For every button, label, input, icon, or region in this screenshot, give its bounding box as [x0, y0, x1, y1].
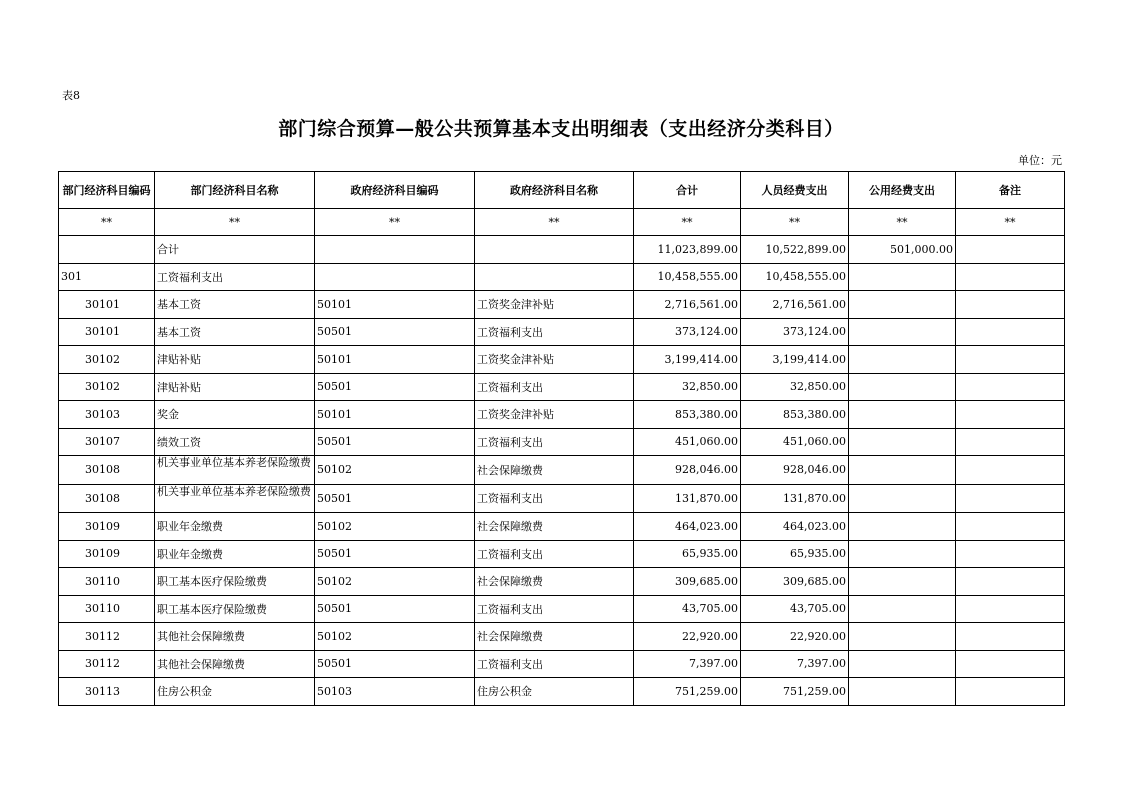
gov-code-cell: 50101 — [315, 291, 475, 319]
gov-code-cell: 50102 — [315, 513, 475, 541]
public-cell — [849, 318, 956, 346]
gov-code-cell: 50102 — [315, 623, 475, 651]
note-cell — [956, 513, 1065, 541]
dept-code-cell: 30110 — [59, 595, 155, 623]
public-cell — [849, 513, 956, 541]
dept-name-cell: 职工基本医疗保险缴费 — [155, 568, 315, 596]
personnel-cell: 928,046.00 — [741, 456, 849, 485]
col-header-total: 合计 — [634, 172, 741, 209]
gov-name-cell: 工资奖金津补贴 — [475, 401, 634, 429]
header-row — [59, 172, 1065, 209]
dept-code-cell: 30102 — [59, 373, 155, 401]
table-row — [59, 540, 1065, 568]
total-cell: 65,935.00 — [634, 540, 741, 568]
gov-code-cell — [315, 236, 475, 264]
dept-name-cell: 工资福利支出 — [155, 263, 315, 291]
note-cell — [956, 291, 1065, 319]
personnel-cell: 751,259.00 — [741, 678, 849, 706]
dept-name-cell: 奖金 — [155, 401, 315, 429]
marker-cell: ** — [741, 209, 849, 236]
public-cell — [849, 291, 956, 319]
gov-name-cell: 住房公积金 — [475, 678, 634, 706]
marker-cell: ** — [956, 209, 1065, 236]
note-cell — [956, 540, 1065, 568]
table-row — [59, 318, 1065, 346]
gov-code-cell: 50501 — [315, 595, 475, 623]
public-cell — [849, 540, 956, 568]
gov-code-cell: 50501 — [315, 484, 475, 513]
dept-code-cell: 30101 — [59, 318, 155, 346]
total-cell: 43,705.00 — [634, 595, 741, 623]
dept-code-cell: 30113 — [59, 678, 155, 706]
dept-name-cell: 绩效工资 — [155, 428, 315, 456]
total-cell: 309,685.00 — [634, 568, 741, 596]
public-cell — [849, 623, 956, 651]
page-title: 部门综合预算—般公共预算基本支出明细表（支出经济分类科目） — [278, 118, 844, 140]
personnel-cell: 451,060.00 — [741, 428, 849, 456]
dept-name-cell: 住房公积金 — [155, 678, 315, 706]
note-cell — [956, 456, 1065, 485]
personnel-cell: 43,705.00 — [741, 595, 849, 623]
table-row — [59, 456, 1065, 485]
public-cell — [849, 401, 956, 429]
dept-name-cell: 津贴补贴 — [155, 373, 315, 401]
public-cell — [849, 263, 956, 291]
gov-name-cell: 社会保障缴费 — [475, 456, 634, 485]
dept-name-cell: 职工基本医疗保险缴费 — [155, 595, 315, 623]
total-cell: 131,870.00 — [634, 484, 741, 513]
personnel-cell: 2,716,561.00 — [741, 291, 849, 319]
table-row — [59, 513, 1065, 541]
note-cell — [956, 568, 1065, 596]
public-cell — [849, 650, 956, 678]
table-row — [59, 650, 1065, 678]
public-cell: 501,000.00 — [849, 236, 956, 264]
total-cell: 928,046.00 — [634, 456, 741, 485]
total-cell: 451,060.00 — [634, 428, 741, 456]
col-header-dept-name: 部门经济科目名称 — [155, 172, 315, 209]
public-cell — [849, 346, 956, 374]
table-row — [59, 401, 1065, 429]
total-cell: 751,259.00 — [634, 678, 741, 706]
total-cell: 3,199,414.00 — [634, 346, 741, 374]
table-row — [59, 484, 1065, 513]
note-cell — [956, 595, 1065, 623]
total-cell: 7,397.00 — [634, 650, 741, 678]
dept-code-cell — [59, 236, 155, 264]
total-cell: 464,023.00 — [634, 513, 741, 541]
dept-code-cell: 30108 — [59, 484, 155, 513]
gov-name-cell — [475, 236, 634, 264]
note-cell — [956, 401, 1065, 429]
gov-code-cell: 50501 — [315, 650, 475, 678]
gov-name-cell: 工资福利支出 — [475, 428, 634, 456]
public-cell — [849, 678, 956, 706]
table-number: 表8 — [62, 89, 80, 102]
gov-name-cell: 工资福利支出 — [475, 595, 634, 623]
dept-name-cell: 其他社会保障缴费 — [155, 623, 315, 651]
personnel-cell: 3,199,414.00 — [741, 346, 849, 374]
table-row — [59, 568, 1065, 596]
gov-code-cell: 50101 — [315, 346, 475, 374]
dept-code-cell: 30108 — [59, 456, 155, 485]
col-header-gov-name: 政府经济科目名称 — [475, 172, 634, 209]
dept-code-cell: 30109 — [59, 513, 155, 541]
gov-name-cell: 社会保障缴费 — [475, 513, 634, 541]
expenditure-table — [58, 171, 1065, 706]
note-cell — [956, 650, 1065, 678]
gov-name-cell: 工资奖金津补贴 — [475, 291, 634, 319]
public-cell — [849, 595, 956, 623]
total-cell: 853,380.00 — [634, 401, 741, 429]
dept-code-cell: 30102 — [59, 346, 155, 374]
dept-code-cell: 30101 — [59, 291, 155, 319]
dept-name-cell: 合计 — [155, 236, 315, 264]
table-row — [59, 428, 1065, 456]
dept-code-cell: 30112 — [59, 623, 155, 651]
marker-cell: ** — [155, 209, 315, 236]
dept-name-cell: 机关事业单位基本养老保险缴费 — [155, 484, 315, 513]
personnel-cell: 853,380.00 — [741, 401, 849, 429]
gov-name-cell — [475, 263, 634, 291]
gov-name-cell: 工资福利支出 — [475, 373, 634, 401]
dept-code-cell: 30109 — [59, 540, 155, 568]
dept-name-cell: 职业年金缴费 — [155, 540, 315, 568]
marker-row — [59, 209, 1065, 236]
gov-name-cell: 工资福利支出 — [475, 318, 634, 346]
dept-name-cell: 机关事业单位基本养老保险缴费 — [155, 456, 315, 485]
dept-name-cell: 职业年金缴费 — [155, 513, 315, 541]
col-header-public: 公用经费支出 — [849, 172, 956, 209]
note-cell — [956, 678, 1065, 706]
personnel-cell: 373,124.00 — [741, 318, 849, 346]
dept-code-cell: 30110 — [59, 568, 155, 596]
gov-code-cell: 50102 — [315, 568, 475, 596]
col-header-personnel: 人员经费支出 — [741, 172, 849, 209]
gov-code-cell — [315, 263, 475, 291]
personnel-cell: 464,023.00 — [741, 513, 849, 541]
note-cell — [956, 373, 1065, 401]
gov-name-cell: 工资奖金津补贴 — [475, 346, 634, 374]
marker-cell: ** — [634, 209, 741, 236]
dept-name-cell: 其他社会保障缴费 — [155, 650, 315, 678]
table-row — [59, 623, 1065, 651]
gov-code-cell: 50102 — [315, 456, 475, 485]
gov-name-cell: 工资福利支出 — [475, 650, 634, 678]
note-cell — [956, 263, 1065, 291]
col-header-note: 备注 — [956, 172, 1065, 209]
note-cell — [956, 623, 1065, 651]
public-cell — [849, 484, 956, 513]
marker-cell: ** — [475, 209, 634, 236]
total-cell: 10,458,555.00 — [634, 263, 741, 291]
dept-code-cell: 30103 — [59, 401, 155, 429]
note-cell — [956, 236, 1065, 264]
personnel-cell: 131,870.00 — [741, 484, 849, 513]
note-cell — [956, 346, 1065, 374]
gov-code-cell: 50501 — [315, 373, 475, 401]
col-header-dept-code: 部门经济科目编码 — [59, 172, 155, 209]
table-row — [59, 678, 1065, 706]
gov-name-cell: 工资福利支出 — [475, 484, 634, 513]
gov-name-cell: 社会保障缴费 — [475, 623, 634, 651]
total-cell: 2,716,561.00 — [634, 291, 741, 319]
total-cell: 22,920.00 — [634, 623, 741, 651]
dept-code-cell: 30112 — [59, 650, 155, 678]
table-row — [59, 291, 1065, 319]
personnel-cell: 22,920.00 — [741, 623, 849, 651]
personnel-cell: 32,850.00 — [741, 373, 849, 401]
total-cell: 373,124.00 — [634, 318, 741, 346]
note-cell — [956, 484, 1065, 513]
personnel-cell: 10,458,555.00 — [741, 263, 849, 291]
dept-name-cell: 津贴补贴 — [155, 346, 315, 374]
total-cell: 32,850.00 — [634, 373, 741, 401]
note-cell — [956, 318, 1065, 346]
gov-code-cell: 50501 — [315, 318, 475, 346]
personnel-cell: 65,935.00 — [741, 540, 849, 568]
gov-code-cell: 50501 — [315, 428, 475, 456]
dept-name-cell: 基本工资 — [155, 291, 315, 319]
gov-code-cell: 50101 — [315, 401, 475, 429]
public-cell — [849, 373, 956, 401]
public-cell — [849, 428, 956, 456]
dept-code-cell: 301 — [59, 263, 155, 291]
table-row — [59, 263, 1065, 291]
table-row — [59, 373, 1065, 401]
personnel-cell: 10,522,899.00 — [741, 236, 849, 264]
public-cell — [849, 456, 956, 485]
gov-code-cell: 50103 — [315, 678, 475, 706]
table-row — [59, 595, 1065, 623]
total-cell: 11,023,899.00 — [634, 236, 741, 264]
note-cell — [956, 428, 1065, 456]
marker-cell: ** — [59, 209, 155, 236]
marker-cell: ** — [315, 209, 475, 236]
col-header-gov-code: 政府经济科目编码 — [315, 172, 475, 209]
gov-name-cell: 工资福利支出 — [475, 540, 634, 568]
marker-cell: ** — [849, 209, 956, 236]
personnel-cell: 7,397.00 — [741, 650, 849, 678]
personnel-cell: 309,685.00 — [741, 568, 849, 596]
public-cell — [849, 568, 956, 596]
dept-code-cell: 30107 — [59, 428, 155, 456]
unit-label: 单位：元 — [1018, 154, 1062, 167]
gov-name-cell: 社会保障缴费 — [475, 568, 634, 596]
dept-name-cell: 基本工资 — [155, 318, 315, 346]
table-row — [59, 236, 1065, 264]
table-row — [59, 346, 1065, 374]
gov-code-cell: 50501 — [315, 540, 475, 568]
